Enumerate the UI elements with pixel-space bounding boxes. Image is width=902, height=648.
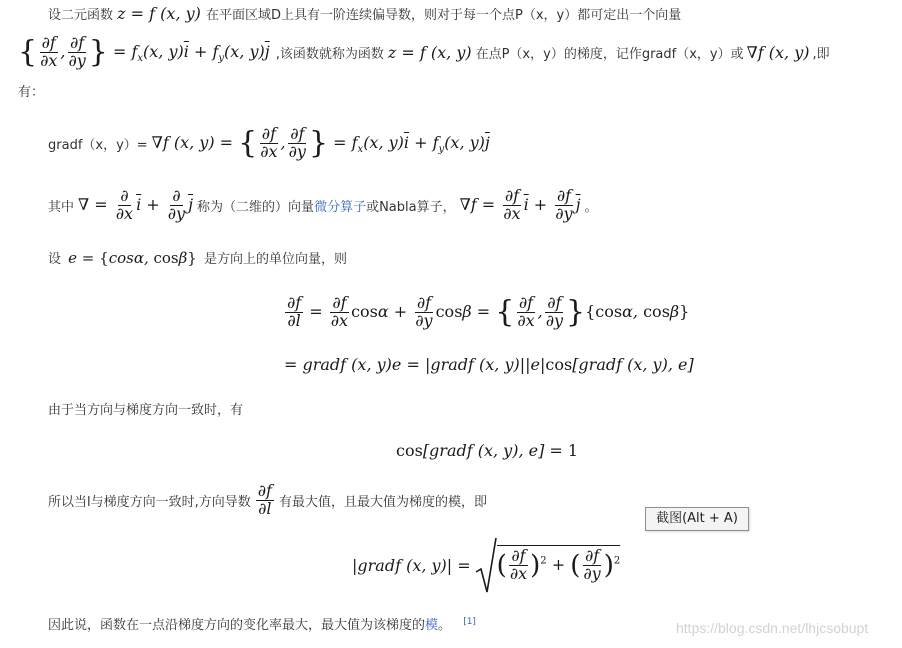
- text-segment: 因此说，函数在一点沿梯度方向的变化率最大，最大值为该梯度的: [48, 618, 426, 633]
- text-segment: 在点P（x，y）的梯度，记作gradf（x，y）或: [475, 46, 744, 62]
- formula-gradf: ∇f (x, y) = { $\frac{\partial f}{\partial x}$ , $\frac{\partial f}{\partial y}$ } = $f_x(x$, $y)\overline{i} + f_y(x$, $y)\overline{j}$: [151, 123, 490, 161]
- text-segment: 称为（二维的）向量: [197, 199, 315, 215]
- paragraph-definition: [48, 4, 681, 23]
- text-segment: 或Nabla算子，: [366, 199, 456, 215]
- formula-gradient-magnitude: |gradf (x, y)| = ( $\frac{\partial f}{\partial x}$ )$^2$ + ( $\frac{\partial f}{\partial y}$ )$^2$: [352, 536, 620, 594]
- paragraph-nabla-operator: [48, 180, 598, 230]
- formula-directional-derivative: $\frac{\partial f}{\partial l}$ = $\frac{\partial f}{\partial x}$ cosα + $\frac{\partial f}{\partial y}$ cosβ = { $\frac{\partial f}{\partial x}$ , $\frac{\partial f}{\partial y}$ }{cosα, cosβ}: [287, 292, 690, 330]
- formula-unit-vector: e = {cosα, cosβ}: [68, 249, 197, 267]
- paragraph-same-direction: 由于当方向与梯度方向一致时，有: [48, 403, 244, 418]
- formula-nabla-f-expanded: ∇f = $\frac{\partial f}{\partial x}$ $\overline{i}$ + $\frac{\partial f}{\partial y}$ $\overline{j}$: [459, 185, 581, 223]
- paragraph-maximum: [48, 475, 487, 525]
- formula-nabla-operator: ∇ = $\frac{\partial}{\partial x}$ $\overline{i}$ + $\frac{\partial}{\partial y}$ $\overline{j}$: [78, 185, 194, 223]
- differential-operator-link[interactable]: 微分算子: [314, 199, 367, 215]
- paragraph-definition-cont: [18, 27, 830, 77]
- formula-df-dl: $\frac{\partial f}{\partial l}$: [257, 480, 272, 518]
- formula-gradient-vector: { $\frac{\partial f}{\partial x}$ , $\frac{\partial f}{\partial y}$ } = $f_x(x$, $y)\overline{i} + f_y(x$, $y)\overline{j}$: [18, 32, 270, 70]
- text-segment-end: 有：: [18, 85, 45, 100]
- formula-cos-equals-one: cos[gradf (x, y), e] = 1: [396, 441, 579, 460]
- text-segment: 有最大值，且最大值为梯度的模，即: [278, 494, 487, 510]
- text-segment: 设二元函数: [48, 8, 114, 23]
- formula-z-equals-f: z = f (x, y): [117, 4, 206, 23]
- text-segment: 。: [584, 199, 598, 215]
- formula-nabla-f: ∇f (x, y): [746, 42, 810, 62]
- text-segment: 其中: [48, 199, 75, 215]
- text-segment: 。: [438, 618, 452, 633]
- text-segment: ,即: [812, 46, 830, 62]
- formula-gradf-dot-e: = gradf (x, y)e = |gradf (x, y)||e|cos[gradf (x, y), e]: [284, 355, 694, 374]
- formula-z-equals-f: z = f (x, y): [387, 42, 472, 62]
- radical-sign-icon: [475, 536, 497, 594]
- paragraph-gradf-definition: [48, 118, 490, 168]
- text-segment: 所以当l与梯度方向一致时,方向导数: [48, 494, 251, 510]
- paragraph-conclusion: [48, 614, 476, 633]
- footnote-reference[interactable]: [1]: [463, 616, 476, 627]
- text-segment: 设: [48, 252, 62, 267]
- text-segment: 是方向上的单位向量，则: [203, 252, 347, 267]
- watermark-url: https://blog.csdn.net/lhjcsobupt: [676, 620, 869, 636]
- text-segment: 在平面区域D上具有一阶连续偏导数，则对于每一个点P（x，y）都可定出一个向量: [205, 8, 682, 23]
- text-segment: ,该函数就称为函数: [275, 46, 384, 62]
- paragraph-unit-vector: [48, 248, 347, 267]
- modulus-link[interactable]: 模: [425, 618, 439, 633]
- screenshot-tooltip[interactable]: 截图(Alt + A): [645, 507, 749, 531]
- text-segment: gradf（x，y）=: [48, 137, 148, 153]
